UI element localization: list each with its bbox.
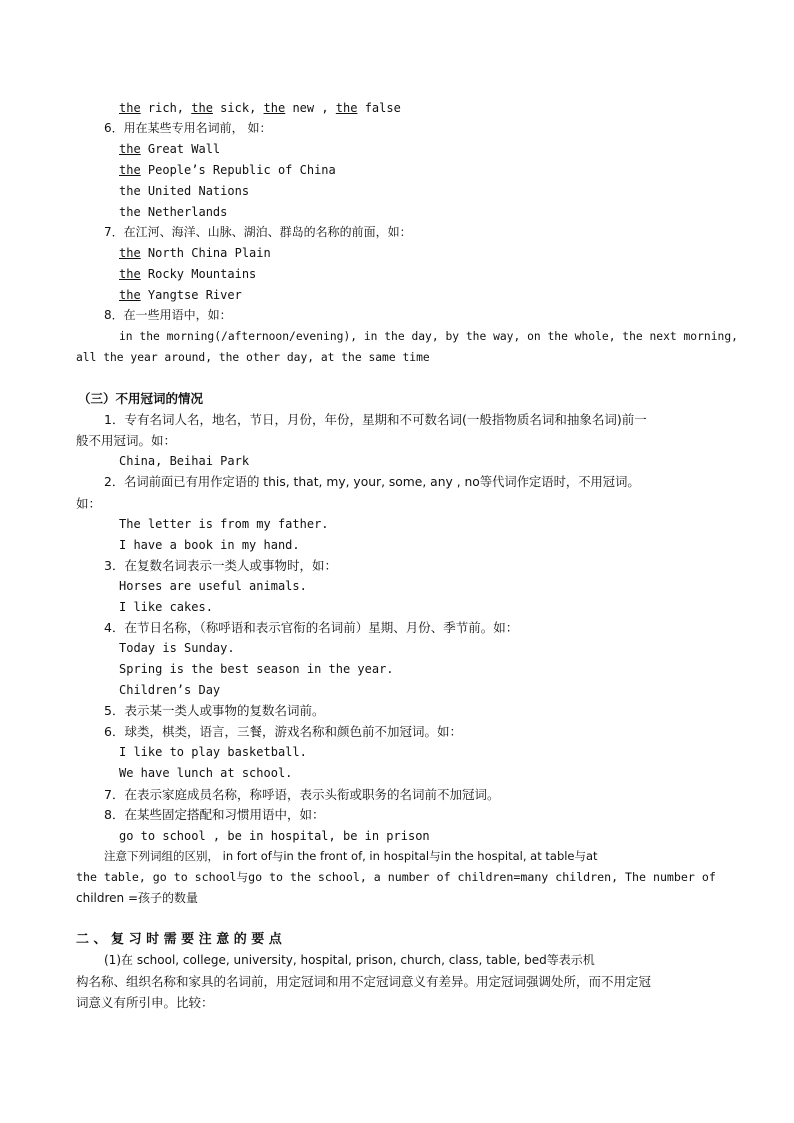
item-7: 7．在江河、海洋、山脉、湖泊、群岛的名称的前面，如： (104, 225, 412, 239)
rule-8-example: go to school , be in hospital, be in prison (119, 829, 430, 843)
text-span: new , (285, 101, 336, 115)
text-span: Yangtse River (140, 288, 242, 302)
text-span: Great Wall (140, 142, 221, 156)
text-span: false (357, 101, 401, 115)
review-point-1-line-1: (1)在 school, college, university, hospital, prison, church, class, table, bed等表示机 (104, 953, 595, 967)
the-word: the (119, 267, 141, 281)
the-word: the (191, 101, 213, 115)
text-span: rich, (140, 101, 192, 115)
rule-3-example-2: I like cakes. (119, 600, 213, 614)
rule-1-example: China, Beihai Park (119, 454, 250, 468)
rule-4-example-2: Spring is the best season in the year. (119, 662, 394, 676)
rule-7: 7．在表示家庭成员名称，称呼语，表示头衔或职务的名词前不加冠词。 (104, 787, 500, 802)
rule-1-line-1: 1．专有名词人名，地名，节日，月份，年份，星期和不可数名词(一般指物质名词和抽象名词)前一 (104, 412, 647, 427)
text-span: North China Plain (140, 246, 271, 260)
expressions-line-1: in the morning(/afternoon/evening), in the day, by the way, on the whole, the next morning, (119, 330, 738, 343)
text-span: Rocky Mountains (140, 267, 257, 281)
rule-3-example-1: Horses are useful animals. (119, 579, 307, 593)
text-span: People’s Republic of China (140, 163, 336, 177)
rule-4-example-1: Today is Sunday. (119, 641, 235, 655)
rule-4-example-3: Children’s Day (119, 683, 221, 697)
rule-4: 4．在节日名称，（称呼语和表示官衔的名词前）星期、月份、季节前。如： (104, 620, 519, 635)
rule-2-line-1: 2．名词前面已有用作定语的 this, that, my, your, some, any , no等代词作定语时，不用冠词。 (104, 475, 640, 489)
review-point-1-line-3: 词意义有所引申。比较： (76, 995, 214, 1010)
rule-1-line-2: 般不用冠词。如： (76, 433, 177, 448)
note-line-3: children =孩子的数量 (76, 891, 199, 905)
text-span: sick, (212, 101, 264, 115)
example-great-wall (119, 142, 220, 157)
rule-6-example-1: I like to play basketball. (119, 745, 307, 759)
rule-6: 6．球类，棋类，语言，三餐，游戏名称和颜色前不加冠词。如： (104, 724, 462, 739)
item-8: 8．在一些用语中，如： (104, 308, 232, 322)
rule-2-example-2: I have a book in my hand. (119, 538, 300, 552)
review-point-1-line-2: 构名称、组织名称和家具的名词前，用定冠词和用不定冠词意义有差异。用定冠词强调处所，而不用定冠 (76, 974, 652, 989)
rule-5: 5．表示某一类人或事物的复数名词前。 (104, 703, 325, 718)
note-line-1: 注意下列词组的区别， in fort of与in the front of, in hospital与in the hospital, at table与at (104, 849, 598, 863)
example-north-china-plain (119, 246, 271, 261)
the-word: the (335, 101, 358, 115)
rich-sick-new-false-line (119, 101, 401, 116)
rule-3: 3．在复数名词表示一类人或事物时，如： (104, 558, 337, 573)
the-word: the (119, 163, 141, 177)
example-rocky-mountains (119, 267, 256, 282)
the-word: the (119, 288, 141, 302)
the-word: the (119, 101, 141, 115)
example-yangtse-river (119, 288, 242, 303)
rule-2-example-1: The letter is from my father. (119, 517, 329, 531)
example-united-nations: the United Nations (119, 184, 250, 198)
expressions-line-2: all the year around, the other day, at the same time (76, 351, 430, 364)
the-word: the (119, 246, 141, 260)
the-word: the (263, 101, 286, 115)
section-heading-no-article: （三）不用冠词的情况 (78, 391, 204, 406)
item-6: 6．用在某些专用名词前， 如： (104, 121, 272, 135)
rule-2-line-2: 如： (76, 496, 102, 511)
rule-6-example-2: We have lunch at school. (119, 766, 293, 780)
section-heading-review-points: 二 、 复 习 时 需 要 注 意 的 要 点 (76, 932, 282, 947)
note-line-2: the table, go to school与go to the school, a number of children=many children, The number of (76, 870, 716, 884)
rule-8: 8．在某些固定搭配和习惯用语中，如： (104, 807, 325, 822)
example-netherlands: the Netherlands (119, 205, 228, 219)
the-word: the (119, 142, 141, 156)
example-prc (119, 163, 336, 178)
